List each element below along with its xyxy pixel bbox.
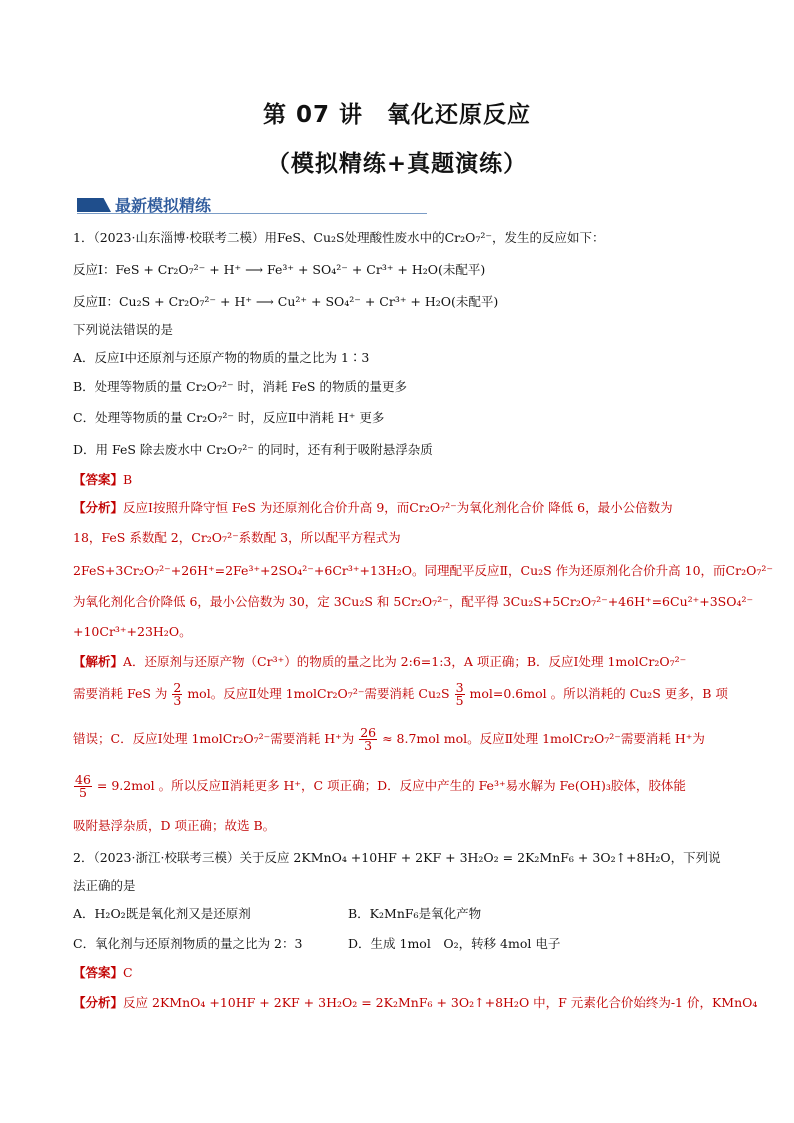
q1-ask: 下列说法错误的是 [73, 322, 174, 337]
explain-text: mol。反应Ⅱ处理 1molCr₂O₇²⁻需要消耗 Cu₂S [187, 686, 450, 701]
q1-option-b: B．处理等物质的量 Cr₂O₇²⁻ 时，消耗 FeS 的物质的量更多 [73, 379, 407, 394]
q1-stem: 1．（2023·山东淄博·校联考二模）用FeS、Cu₂S处理酸性废水中的Cr₂O₇²⁻，发生的反应如下： [73, 230, 605, 245]
denominator: 5 [78, 785, 87, 800]
q2-answer-line [73, 965, 133, 981]
q2-option-c: C．氧化剂与还原剂物质的量之比为 2：3 [73, 936, 303, 951]
section-header [77, 194, 427, 216]
fraction [172, 682, 182, 707]
page-subtitle: （模拟精练+真题演练） [266, 151, 528, 177]
denominator: 3 [173, 693, 182, 708]
explain-text: = 9.2mol 。所以反应Ⅱ消耗更多 H⁺，C 项正确；D．反应中产生的 Fe³⁺易水解为 Fe(OH)₃胶体，胶体能 [96, 778, 686, 793]
numerator: 2 [173, 680, 182, 695]
explain-text: 需要消耗 FeS 为 [73, 686, 168, 701]
explain-tag: 【解析】 [73, 654, 124, 669]
q1-explain-line-5: 吸附悬浮杂质，D 项正确；故选 B。 [73, 818, 276, 833]
q2-option-a: A．H₂O₂既是氧化剂又是还原剂 [73, 906, 251, 921]
analysis-text: 反应Ⅰ按照升降守恒 FeS 为还原剂化合价升高 9，而Cr₂O₇²⁻为氧化剂化合价 降低 6，最小公倍数为 [123, 500, 673, 515]
fraction [455, 682, 465, 707]
q1-reaction-2: 反应Ⅱ：Cu₂S + Cr₂O₇²⁻ + H⁺ ⟶ Cu²⁺ + SO₄²⁻ + Cr³⁺ + H₂O(未配平) [73, 294, 499, 309]
q1-option-a: A．反应Ⅰ中还原剂与还原产物的物质的量之比为 1∶3 [73, 350, 370, 365]
denominator: 3 [364, 738, 373, 753]
q1-analysis-line-4: 为氧化剂化合价降低 6，最小公倍数为 30，定 3Cu₂S 和 5Cr₂O₇²⁻，配平得 3Cu₂S+5Cr₂O₇²⁻+46H⁺=6Cu²⁺+3SO₄²⁻ [73, 594, 754, 609]
answer-value: C [123, 965, 133, 980]
q1-answer-line [73, 472, 132, 488]
section-label: 最新模拟精练 [115, 196, 212, 215]
analysis-text: 反应 2KMnO₄ +10HF + 2KF + 3H₂O₂ = 2K₂MnF₆ + 3O₂↑+8H₂O 中，F 元素化合价始终为-1 价，KMnO₄ [123, 995, 758, 1010]
explain-text: mol=0.6mol 。所以消耗的 Cu₂S 更多，B 项 [469, 686, 728, 701]
fraction [74, 774, 92, 799]
q1-explain-line-1 [73, 654, 686, 670]
denominator: 5 [455, 693, 464, 708]
q2-stem-line-2: 法正确的是 [73, 878, 136, 893]
numerator: 46 [75, 772, 91, 787]
q1-option-c: C．处理等物质的量 Cr₂O₇²⁻ 时，反应Ⅱ中消耗 H⁺ 更多 [73, 410, 385, 425]
q1-analysis-line-1 [73, 500, 673, 516]
q2-analysis-line-1 [73, 995, 757, 1011]
explain-text: A．还原剂与还原产物（Cr³⁺）的物质的量之比为 2:6=1:3，A 项正确；B．反应Ⅰ处理 1molCr₂O₇²⁻ [123, 654, 687, 669]
page-title: 第 07 讲 氧化还原反应 [262, 102, 532, 128]
q1-analysis-line-5: +10Cr³⁺+23H₂O。 [73, 624, 192, 639]
analysis-tag: 【分析】 [73, 500, 124, 515]
q1-analysis-line-2: 18，FeS 系数配 2，Cr₂O₇²⁻系数配 3，所以配平方程式为 [73, 530, 401, 545]
q1-option-d: D．用 FeS 除去废水中 Cr₂O₇²⁻ 的同时，还有利于吸附悬浮杂质 [73, 442, 433, 457]
answer-value: B [123, 472, 133, 487]
q1-analysis-line-3: 2FeS+3Cr₂O₇²⁻+26H⁺=2Fe³⁺+2SO₄²⁻+6Cr³⁺+13H₂O。同理配平反应Ⅱ，Cu₂S 作为还原剂化合价升高 10，而Cr₂O₇²⁻ [73, 563, 773, 578]
q2-stem-line-1: 2．（2023·浙江·校联考三模）关于反应 2KMnO₄ +10HF + 2KF + 3H₂O₂ = 2K₂MnF₆ + 3O₂↑+8H₂O，下列说 [73, 850, 721, 865]
explain-text: 错误；C．反应Ⅰ处理 1molCr₂O₇²⁻需要消耗 H⁺为 [73, 731, 355, 746]
q1-explain-line-3 [73, 727, 705, 752]
analysis-tag: 【分析】 [73, 995, 124, 1010]
q2-option-d: D．生成 1mol O₂，转移 4mol 电子 [348, 936, 561, 951]
explain-text: ≈ 8.7mol mol。反应Ⅱ处理 1molCr₂O₇²⁻需要消耗 H⁺为 [382, 731, 705, 746]
answer-tag: 【答案】 [73, 965, 124, 980]
q2-option-b: B．K₂MnF₆是氧化产物 [348, 906, 482, 921]
numerator: 26 [360, 725, 377, 740]
q1-explain-line-2 [73, 682, 728, 707]
numerator: 3 [455, 680, 464, 695]
q1-reaction-1: 反应Ⅰ：FeS + Cr₂O₇²⁻ + H⁺ ⟶ Fe³⁺ + SO₄²⁻ + Cr³⁺ + H₂O(未配平) [73, 262, 486, 277]
section-marker-icon [77, 198, 111, 212]
answer-tag: 【答案】 [73, 472, 124, 487]
fraction [359, 727, 377, 752]
q1-explain-line-4 [73, 774, 686, 799]
